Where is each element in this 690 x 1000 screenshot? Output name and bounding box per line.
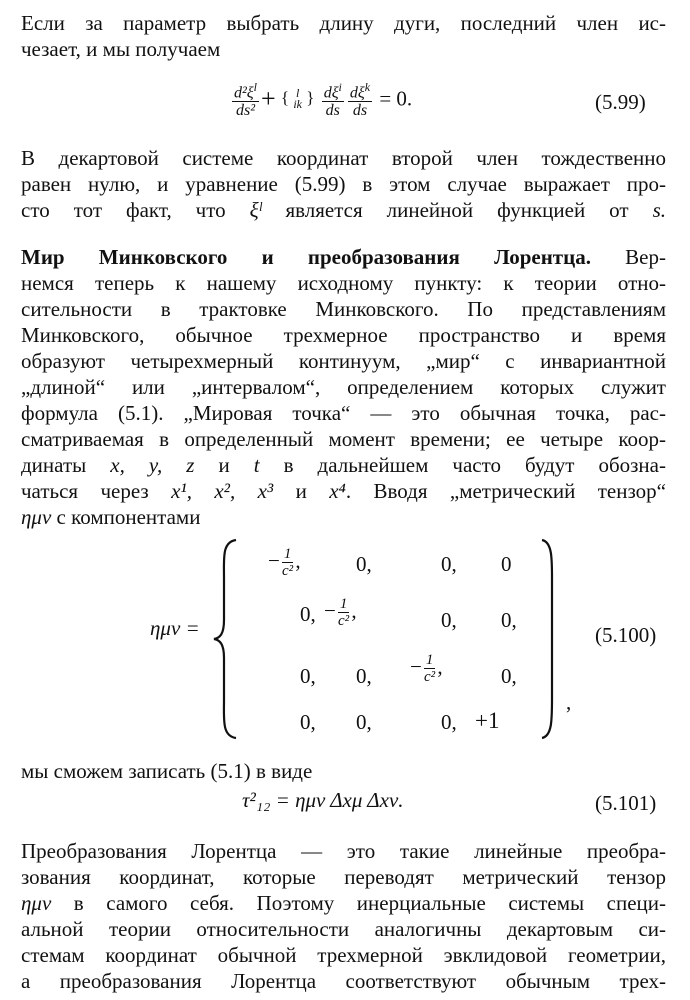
text-line: ημν в самого себя. Поэтому инерциальные системы специ- — [21, 891, 666, 915]
equation-number: (5.99) — [595, 90, 646, 114]
equation-number: (5.101) — [595, 791, 657, 815]
text-line: стемам координат обычной трехмерной эвклидовой геометрии, — [21, 943, 666, 967]
text-line: Мир Минковского и преобразования Лорентца. Вер- — [21, 245, 666, 269]
section-heading: Мир Минковского и преобразования Лорентца. — [21, 245, 591, 269]
matrix-cell: 0, — [300, 710, 316, 734]
matrix-cell: 0, — [300, 602, 316, 626]
matrix-cell: − $\frac{1}{\text{c²}}$ , — [324, 596, 357, 629]
text-line: ημν с компонентами — [21, 505, 201, 529]
right-brace — [538, 538, 562, 740]
text-line: немся теперь к нашему исходному пункту: к теории отно- — [21, 271, 666, 295]
text-line: сто тот факт, что ξˡ является линейной функцией от s. — [21, 198, 667, 222]
matrix-trailing-comma: , — [566, 690, 572, 714]
text-line: альной теории относительности аналогичны декартовым си- — [21, 917, 666, 941]
matrix-cell: − $\frac{1}{\text{c²}}$ , — [268, 546, 301, 579]
matrix-cell: 0, — [441, 710, 457, 734]
matrix-cell: 0, — [501, 608, 517, 632]
text-line: сительности в трактовке Минковского. По представлениям — [21, 297, 666, 321]
equation-number: (5.100) — [595, 623, 657, 647]
matrix-cell: +1 — [475, 708, 500, 733]
text-line: Если за параметр выбрать длину дуги, последний член ис- — [21, 11, 666, 35]
text-line: В декартовой системе координат второй член тождественно — [21, 146, 666, 170]
equation-5-101: τ²₁₂ = ημν Δxμ Δxν. — [242, 788, 404, 812]
text-line: сматриваемая в определенный момент времени; ее четыре коор- — [21, 427, 666, 451]
matrix-cell: 0 — [501, 552, 512, 576]
matrix-cell: 0, — [441, 608, 457, 632]
left-brace — [210, 538, 240, 740]
matrix-cell: 0, — [356, 710, 372, 734]
text-line: чаться через x¹, x², x³ и x⁴. Вводя „метрический тензор“ — [21, 479, 666, 503]
christoffel-symbol: { l ik } — [280, 86, 315, 112]
matrix-cell: 0, — [441, 552, 457, 576]
matrix-cell: − $\frac{1}{\text{c²}}$ , — [410, 652, 443, 685]
text-line: чезает, и мы получаем — [21, 37, 221, 61]
text-line: формула (5.1). „Мировая точка“ — это обычная точка, рас- — [21, 401, 666, 425]
text-line: образуют четырехмерный континуум, „мир“ с инвариантной — [21, 349, 666, 373]
text-line: „длиной“ или „интервалом“, определением которых служит — [21, 375, 666, 399]
matrix-cell: 0, — [356, 552, 372, 576]
text-line: мы сможем записать (5.1) в виде — [21, 759, 313, 783]
text-line: а преобразования Лорентца соответствуют обычным трех- — [21, 969, 666, 993]
text-line: зования координат, которые переводят метрический тензор — [21, 865, 666, 889]
text-line: равен нулю, и уравнение (5.99) в этом случае выражает про- — [21, 172, 666, 196]
text-line: динаты x, y, z и t в дальнейшем часто будут обозна- — [21, 453, 666, 477]
matrix-cell: 0, — [356, 664, 372, 688]
equation-5-99: $\frac{d^2\xi^l}{\text{ds²}}$ + { l ik } $\frac{d\xi^i}{ds}$ $\frac{d\xi^k}{ds}$ = 0. — [234, 80, 413, 120]
matrix-cell: 0, — [501, 664, 517, 688]
dxi-i-fraction: $\frac{d\xi^i}{ds}$ — [323, 80, 342, 120]
dxi-k-fraction: $\frac{d\xi^k}{ds}$ — [349, 80, 371, 120]
second-derivative-fraction: $\frac{d^2\xi^l}{\text{ds²}}$ — [234, 80, 257, 120]
text-line: Минковского, обычное трехмерное пространство и время — [21, 323, 666, 347]
matrix-lhs: ημν = — [150, 616, 200, 640]
matrix-cell: 0, — [300, 664, 316, 688]
text-line: Преобразования Лорентца — это такие линейные преобра- — [21, 839, 666, 863]
